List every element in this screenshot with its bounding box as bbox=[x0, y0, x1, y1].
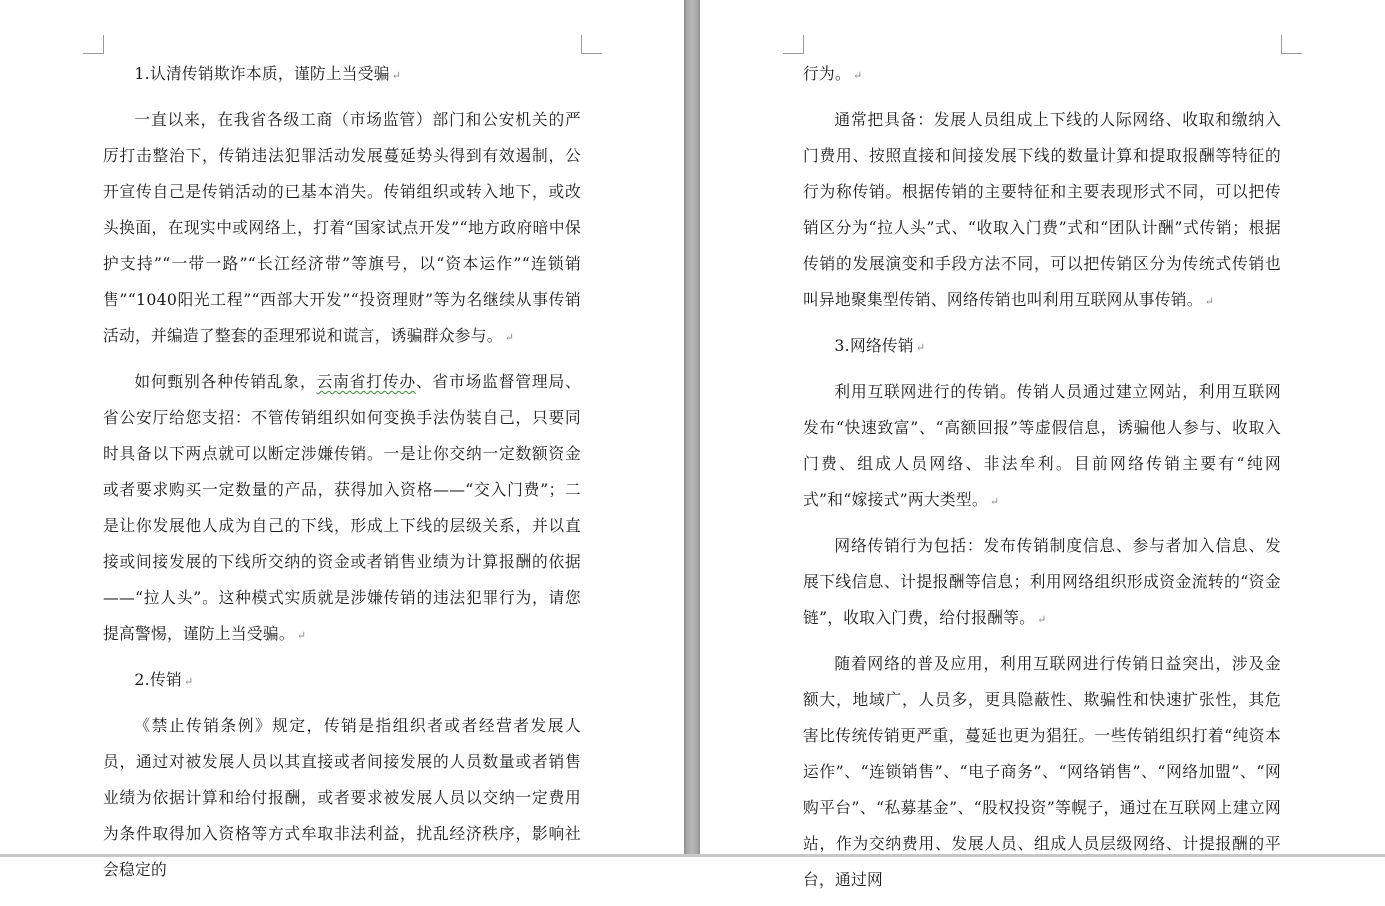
paragraph-mark: ↵ bbox=[915, 341, 926, 354]
heading-3: 3.网络传销 ↵ bbox=[834, 336, 926, 355]
paragraph-mark: ↵ bbox=[391, 69, 402, 82]
paragraph-mark: ↵ bbox=[852, 69, 863, 82]
paragraph-mark: ↵ bbox=[183, 675, 194, 688]
paragraph: 随着网络的普及应用，利用互联网进行传销日益突出，涉及金额大，地域广，人员多，更具隐蔽性、欺骗性和快速扩张性，其危害比传统传销更严重，蔓延也更为猖狂。一些传销组织打着“纯资本运作”、“连锁销售”、“电子商务”、“网络销售”、“网络加盟”、“网购平台”、“私募基金”、“股权投资”等幌子，通过在互联网上建立网站，作为交纳费用、发展人员、组成人员层级网络、计提报酬的平台，通过网 bbox=[803, 654, 1281, 889]
paragraph-continuation: 行为。 ↵ bbox=[803, 64, 863, 83]
paragraph: 网络传销行为包括：发布传销制度信息、参与者加入信息、发展下线信息、计提报酬等信息；利用网络组织形成资金流转的“资金链”，收取入门费，给付报酬等。 ↵ bbox=[803, 536, 1281, 627]
grammar-underline[interactable]: 云南省打传办 bbox=[316, 372, 416, 391]
paragraph-mark: ↵ bbox=[1204, 295, 1215, 308]
left-page-text[interactable] bbox=[103, 56, 581, 896]
crop-mark-top-right bbox=[1281, 35, 1302, 54]
window-bottom-edge bbox=[0, 854, 1385, 857]
paragraph: 通常把具备：发展人员组成上下线的人际网络、收取和缴纳入门费用、按照直接和间接发展下线的数量计算和提取报酬等特征的行为称传销。根据传销的主要特征和主要表现形式不同，可以把传销区分为“拉人头”式、“收取入门费”式和“团队计酬”式传销；根据传销的发展演变和手段方法不同，可以把传销区分为传统式传销也叫异地聚集型传销、网络传销也叫利用互联网从事传销。 ↵ bbox=[803, 110, 1281, 309]
page-gutter bbox=[684, 0, 700, 857]
document-page-right bbox=[700, 0, 1385, 889]
heading-1: 1.认清传销欺诈本质，谨防上当受骗 ↵ bbox=[134, 64, 402, 83]
document-page-left bbox=[0, 0, 684, 879]
crop-mark-top-right bbox=[581, 35, 602, 54]
paragraph: 如何甄别各种传销乱象，云南省打传办、省市场监督管理局、省公安厅给您支招：不管传销组织如何变换手法伪装自己，只要同时具备以下两点就可以断定涉嫌传销。一是让你交纳一定数额资金或者要求购买一定数量的产品，获得加入资格——“交入门费”；二是让你发展他人成为自己的下线，形成上下线的层级关系，并以直接或间接发展的下线所交纳的资金或者销售业绩为计算报酬的依据——“拉人头”。这种模式实质就是涉嫌传销的违法犯罪行为，请您提高警惕，谨防上当受骗。 ↵ bbox=[103, 372, 581, 643]
right-page-text[interactable] bbox=[803, 56, 1281, 906]
paragraph-mark: ↵ bbox=[989, 495, 1000, 508]
paragraph: 一直以来，在我省各级工商（市场监管）部门和公安机关的严厉打击整治下，传销违法犯罪活动发展蔓延势头得到有效遏制，公开宣传自己是传销活动的已基本消失。传销组织或转入地下，或改头换面，在现实中或网络上，打着“国家试点开发”“地方政府暗中保护支持”“一带一路”“长江经济带”等旗号，以“资本运作”“连锁销售”“1040阳光工程”“西部大开发”“投资理财”等为名继续从事传销活动，并编造了整套的歪理邪说和谎言，诱骗群众参与。 ↵ bbox=[103, 110, 581, 345]
paragraph-mark: ↵ bbox=[1037, 613, 1047, 626]
crop-mark-top-left bbox=[783, 35, 804, 54]
paragraph-mark: ↵ bbox=[504, 331, 515, 344]
heading-2: 2.传销 ↵ bbox=[134, 670, 194, 689]
paragraph: 利用互联网进行的传销。传销人员通过建立网站，利用互联网发布“快速致富”、“高额回报”等虚假信息，诱骗他人参与、收取入门费、组成人员网络、非法牟利。目前网络传销主要有“纯网式”和“嫁接式”两大类型。 ↵ bbox=[803, 382, 1281, 509]
crop-mark-top-left bbox=[83, 35, 104, 54]
paragraph-mark: ↵ bbox=[296, 629, 307, 642]
paragraph: 《禁止传销条例》规定，传销是指组织者或者经营者发展人员，通过对被发展人员以其直接或者间接发展的人员数量或者销售业绩为依据计算和给付报酬，或者要求被发展人员以交纳一定费用为条件取得加入资格等方式牟取非法利益，扰乱经济秩序，影响社会稳定的 bbox=[103, 716, 581, 879]
